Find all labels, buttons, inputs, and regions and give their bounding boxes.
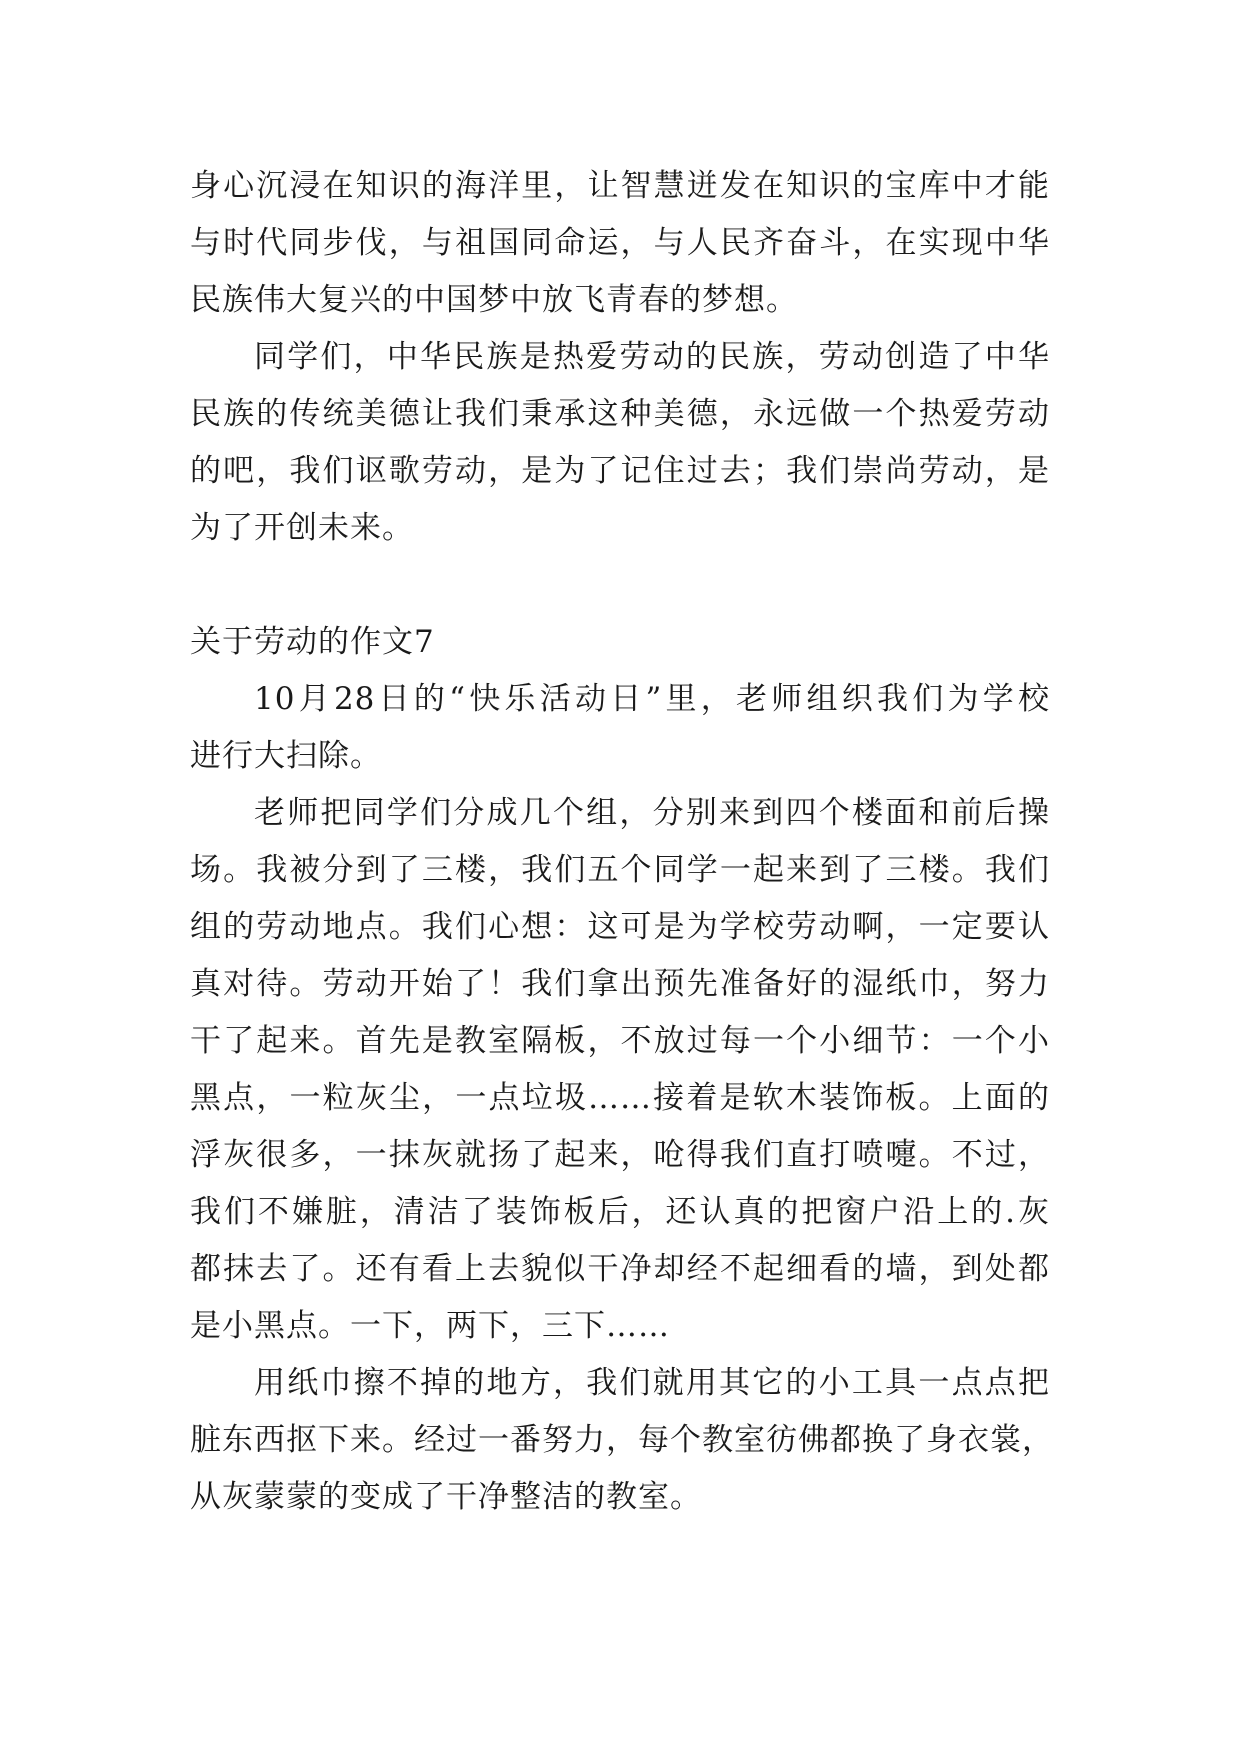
text-line: 黑点，一粒灰尘，一点垃圾……接着是软木装饰板。上面的 xyxy=(190,1080,1050,1116)
text-line: 浮灰很多，一抹灰就扬了起来，呛得我们直打喷嚏。不过， xyxy=(190,1137,1050,1173)
document-page xyxy=(190,158,1054,1526)
text-line: 场。我被分到了三楼，我们五个同学一起来到了三楼。我们 xyxy=(190,852,1050,888)
paragraph-gap xyxy=(190,557,1050,614)
section-heading: 关于劳动的作文7 xyxy=(190,624,435,660)
text-line: 同学们，中华民族是热爱劳动的民族，劳动创造了中华 xyxy=(254,339,1050,375)
text-line: 10月28日的“快乐活动日”里，老师组织我们为学校 xyxy=(254,681,1050,717)
text-line: 老师把同学们分成几个组，分别来到四个楼面和前后操 xyxy=(254,795,1050,831)
text-line: 民族的传统美德让我们秉承这种美德，永远做一个热爱劳动 xyxy=(190,396,1050,432)
text-line: 真对待。劳动开始了！我们拿出预先准备好的湿纸巾，努力 xyxy=(190,966,1050,1002)
text-line: 为了开创未来。 xyxy=(190,510,414,546)
text-line: 脏东西抠下来。经过一番努力，每个教室彷佛都换了身衣裳， xyxy=(190,1422,1054,1458)
text-line: 身心沉浸在知识的海洋里，让智慧迸发在知识的宝库中才能 xyxy=(190,168,1050,204)
text-line: 都抹去了。还有看上去貌似干净却经不起细看的墙，到处都 xyxy=(190,1251,1050,1287)
text-line: 民族伟大复兴的中国梦中放飞青春的梦想。 xyxy=(190,282,798,318)
text-line: 是小黑点。一下，两下，三下…… xyxy=(190,1308,670,1344)
text-line: 的吧，我们讴歌劳动，是为了记住过去；我们崇尚劳动，是 xyxy=(190,453,1050,489)
text-line: 用纸巾擦不掉的地方，我们就用其它的小工具一点点把 xyxy=(254,1365,1050,1401)
text-line: 干了起来。首先是教室隔板，不放过每一个小细节：一个小 xyxy=(190,1023,1050,1059)
text-line: 组的劳动地点。我们心想：这可是为学校劳动啊，一定要认 xyxy=(190,909,1050,945)
text-line: 进行大扫除。 xyxy=(190,738,382,774)
text-line: 我们不嫌脏，清洁了装饰板后，还认真的把窗户沿上的.灰 xyxy=(190,1194,1050,1230)
text-line: 从灰蒙蒙的变成了干净整洁的教室。 xyxy=(190,1479,702,1515)
text-line: 与时代同步伐，与祖国同命运，与人民齐奋斗，在实现中华 xyxy=(190,225,1050,261)
